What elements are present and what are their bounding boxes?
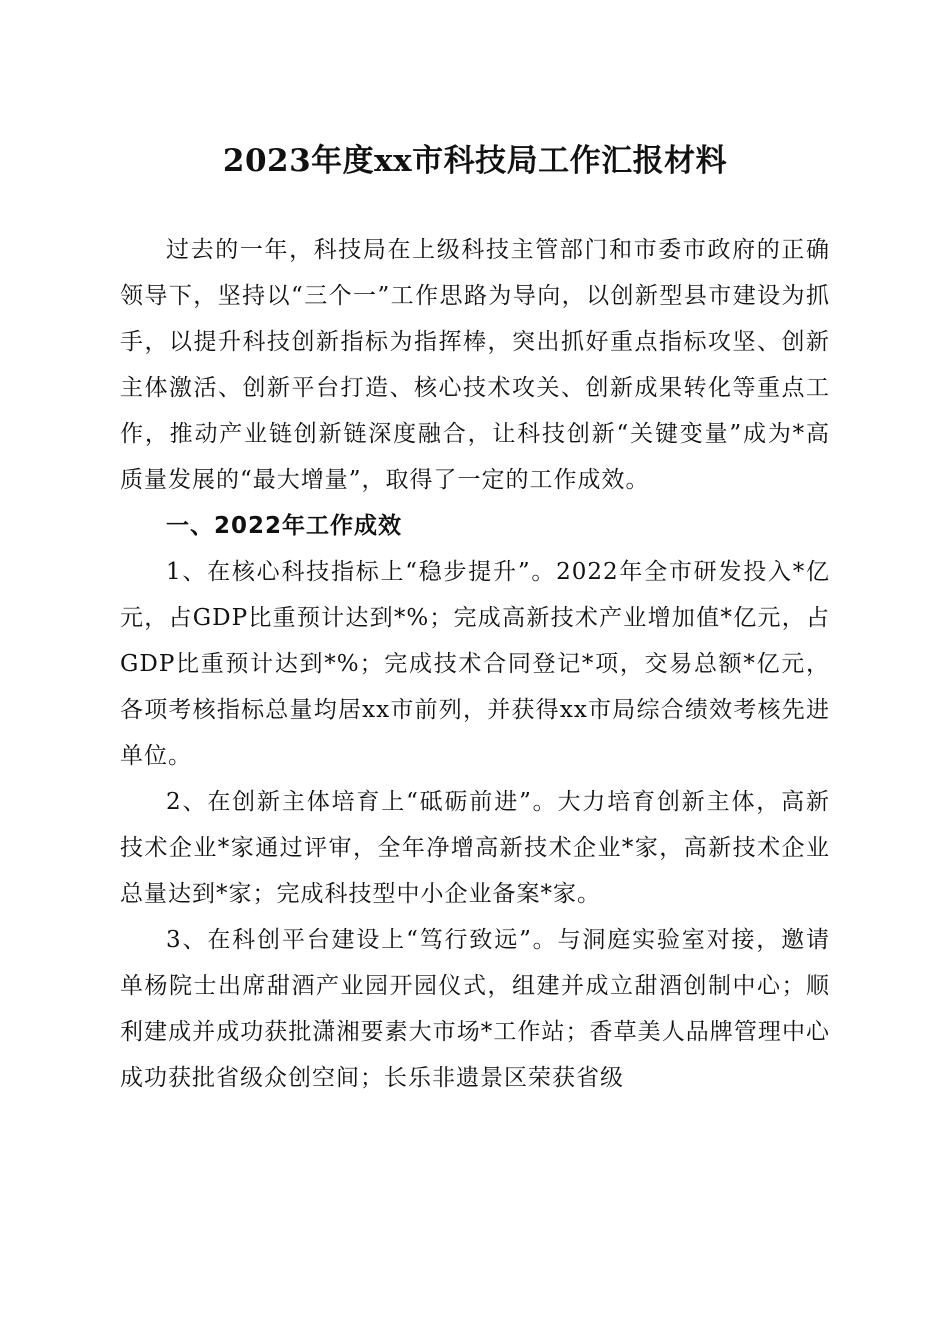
document-title: 2023年度xx市科技局工作汇报材料 (222, 143, 728, 179)
section-heading: 一、2022年工作成效 (166, 513, 403, 539)
achievement-item-2: 2、在创新主体培育上“砥砺前进”。大力培育创新主体，高新技术企业*家通过评审，全年净增高新技术企业*家，高新技术企业总量达到*家；完成科技型中小企业备案*家。 (120, 789, 830, 907)
intro-paragraph: 过去的一年，科技局在上级科技主管部门和市委市政府的正确领导下，坚持以“三个一”工作思路为导向，以创新型县市建设为抓手，以提升科技创新指标为指挥棒，突出抓好重点指标攻坚、创新主体激活、创新平台打造、核心技术攻关、创新成果转化等重点工作，推动产业链创新链深度融合，让科技创新“关键变量”成为*高质量发展的“最大增量”，取得了一定的工作成效。 (120, 237, 830, 493)
achievement-item-3: 3、在科创平台建设上“笃行致远”。与洞庭实验室对接，邀请单杨院士出席甜酒产业园开园仪式，组建并成立甜酒创制中心；顺利建成并成功获批潇湘要素大市场*工作站；香草美人品牌管理中心成功获批省级众创空间；长乐非遗景区荣获省级 (120, 927, 830, 1091)
document-body (120, 227, 830, 1101)
achievement-item-1: 1、在核心科技指标上“稳步提升”。2022年全市研发投入*亿元，占GDP比重预计达到*%；完成高新技术产业增加值*亿元，占GDP比重预计达到*%；完成技术合同登记*项，交易总额*亿元，各项考核指标总量均居xx市前列，并获得xx市局综合绩效考核先进单位。 (120, 559, 830, 769)
